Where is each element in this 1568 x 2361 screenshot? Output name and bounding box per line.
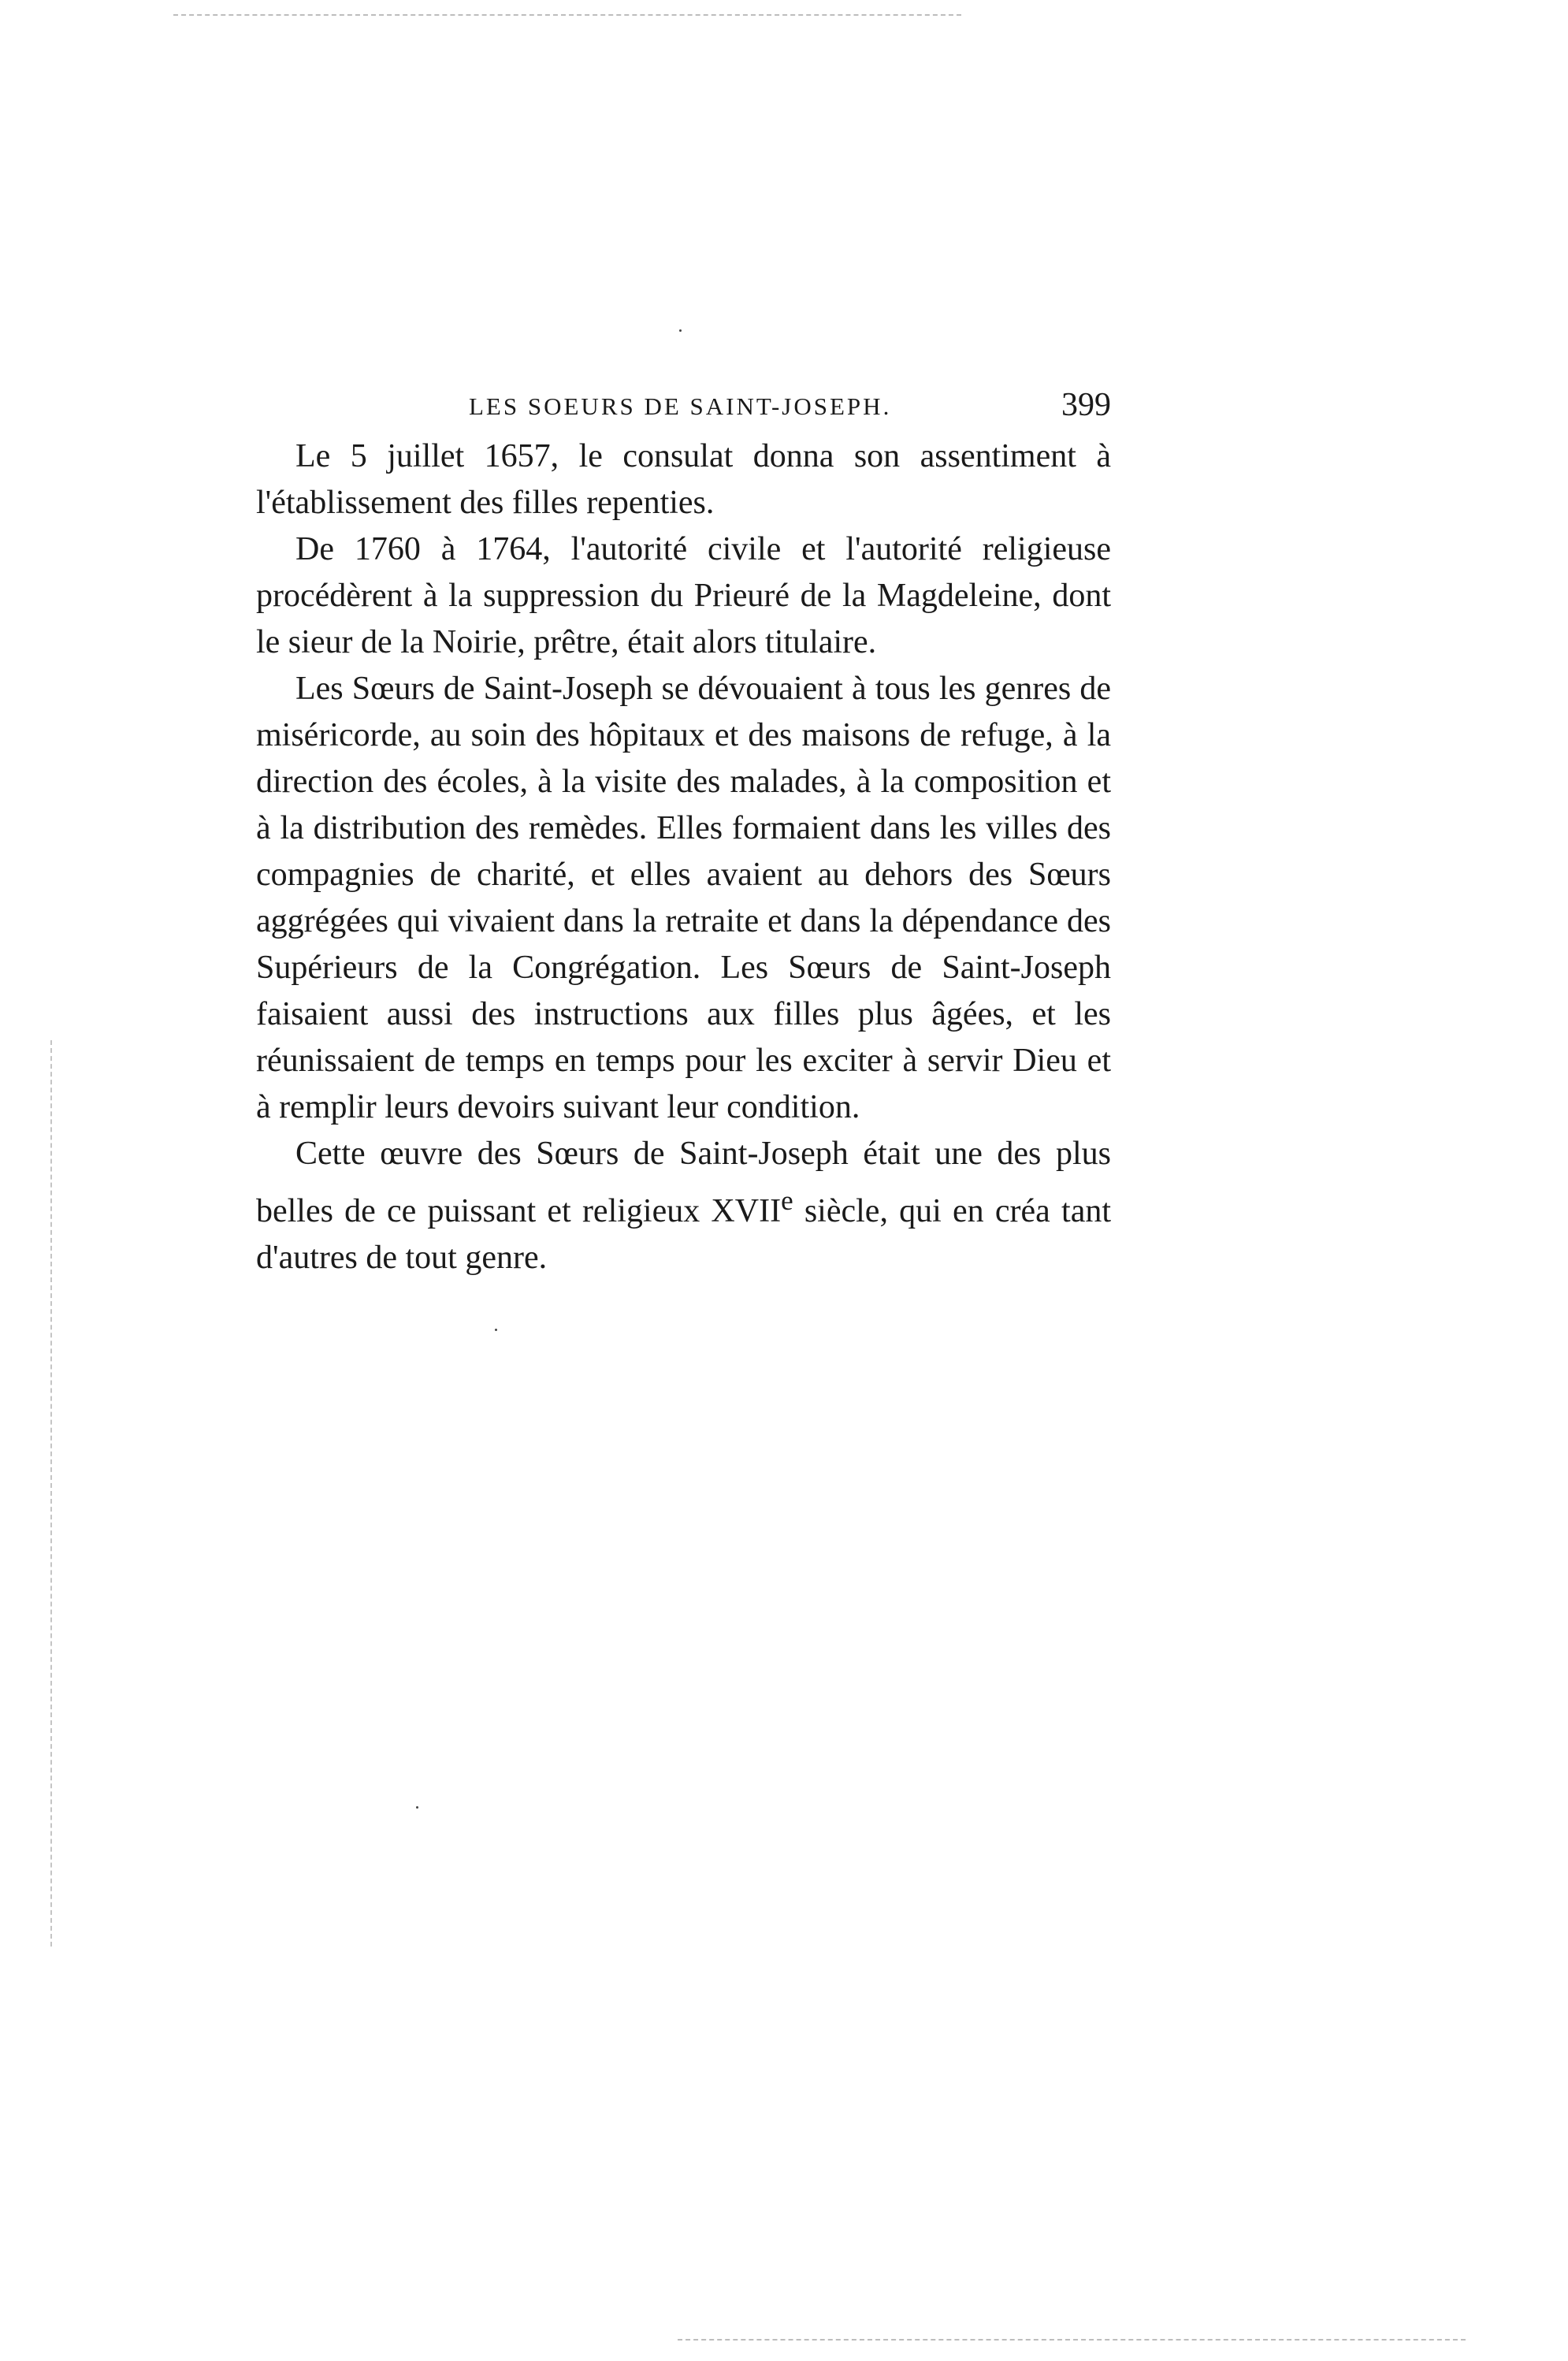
scan-edge-top <box>173 14 961 16</box>
scan-speck <box>679 329 682 332</box>
scan-speck <box>416 1806 418 1809</box>
scan-speck <box>495 1329 497 1331</box>
page-number: 399 <box>1061 387 1111 423</box>
running-head <box>256 386 1111 433</box>
paragraph: Le 5 juillet 1657, le consulat donna son assentiment à l'établissement des filles repenties. <box>256 438 1111 521</box>
scan-edge-left <box>50 1040 52 1946</box>
running-title: LES SOEURS DE SAINT-JOSEPH. <box>469 392 892 420</box>
book-page <box>256 386 1111 1281</box>
paragraph: De 1760 à 1764, l'autorité civile et l'autorité religieuse procédèrent à la suppression du Prieuré de la Magdeleine, dont le sieur de la Noirie, prêtre, était alors titulaire. <box>256 531 1111 660</box>
paragraph: Les Sœurs de Saint-Joseph se dévouaient à tous les genres de miséricorde, au soin des hôpitaux et des maisons de refuge, à la direction des écoles, à la visite des malades, à la composition et à la distribution des remèdes. Elles formaient dans les villes des compagnies de charité, et elles avaient au dehors des Sœurs aggrégées qui vivaient dans la retraite et dans la dépendance des Supérieurs de la Congrégation. Les Sœurs de Saint-Joseph faisaient aussi des instructions aux filles plus âgées, et les réunissaient de temps en temps pour les exciter à servir Dieu et à remplir leurs devoirs suivant leur condition. <box>256 671 1111 1125</box>
paragraph: Cette œuvre des Sœurs de Saint-Joseph était une des plus belles de ce puissant et religieux XVIIe siècle, qui en créa tant d'autres de tout genre. <box>256 1136 1112 1276</box>
scan-edge-bottom <box>678 2339 1466 2341</box>
body-text <box>256 433 1111 1281</box>
